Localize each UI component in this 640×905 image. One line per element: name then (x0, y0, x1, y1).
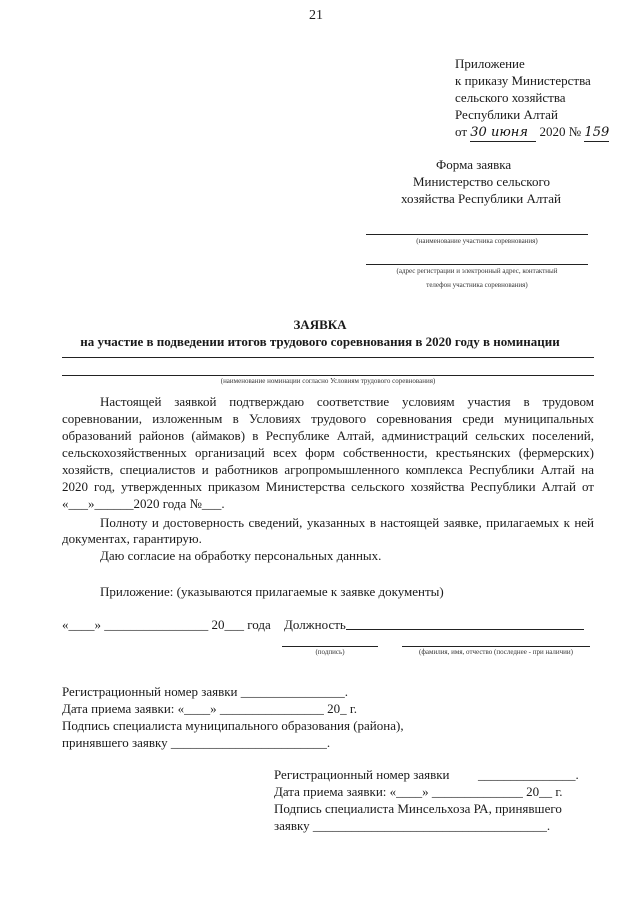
participant-name-hint: (наименование участника соревнования) (416, 237, 538, 245)
appendix-line-1: Приложение (455, 56, 525, 71)
nomination-hint: (наименование номинации согласно Условиям трудового соревнования) (220, 377, 436, 385)
position-label: Должность (284, 617, 346, 632)
ministry-reg-date: Дата приема заявки: «____» ______________ 20__ г. (274, 784, 563, 799)
ministry-sign-1: Подпись специалиста Минсельхоза РА, принявшего (274, 801, 562, 816)
fio-line (402, 646, 590, 647)
p1-last-line: «___»______2020 года №___. (62, 496, 225, 511)
muni-sign-2: принявшего заявку ________________________. (62, 735, 331, 750)
p3: Даю согласие на обработку персональных данных. (100, 548, 382, 563)
muni-sign-1: Подпись специалиста муниципального образования (района), (62, 718, 404, 733)
p1-line-5: хозяйств, специалистов и работников агропромышленного комплекса Республики Алтай на (62, 462, 594, 477)
attachment: Приложение: (указываются прилагаемые к заявке документы) (100, 584, 444, 599)
signature-date: «____» ________________ 20___ года (62, 617, 271, 632)
date-prefix: от (455, 124, 468, 139)
p2-line-1: Полноту и достоверность сведений, указанных в настоящей заявке, прилагаемых к ней (100, 515, 594, 530)
form-caption-2: Министерство сельского (413, 174, 550, 189)
ministry-reg-label: Регистрационный номер заявки (274, 767, 450, 782)
appendix-date-line (455, 124, 609, 142)
participant-address-hint: (адрес регистрации и электронный адрес, контактный (396, 267, 558, 275)
ministry-sign-2: заявку ____________________________________. (274, 818, 551, 833)
appendix-line-3: сельского хозяйства (455, 90, 566, 105)
p1-line-3: образований районов (аймаков) в Республике Алтай, администраций сельских поселений, (62, 428, 594, 443)
participant-address-line (366, 264, 588, 265)
handwritten-number: 159 (584, 125, 610, 140)
handwritten-date: 30 июня (470, 125, 536, 142)
signature-line (282, 646, 378, 647)
p1-line-2: соревновании, изложенным в Условиях трудового соревнования среди муниципальных (62, 411, 594, 426)
form-caption-3: хозяйства Республики Алтай (401, 191, 561, 206)
muni-reg-date: Дата приема заявки: «____» ________________ 20_ г. (62, 701, 358, 716)
title-sub: на участие в подведении итогов трудового соревнования в 2020 году в номинации (80, 334, 560, 349)
nomination-line-1 (62, 357, 594, 358)
ministry-reg-blank: _______________. (478, 767, 579, 782)
participant-phone-hint: телефон участника соревнования) (426, 281, 528, 289)
fio-hint: (фамилия, имя, отчество (последнее - при наличии) (419, 648, 573, 656)
muni-reg-number: Регистрационный номер заявки ________________. (62, 684, 349, 699)
title-main: ЗАЯВКА (293, 317, 347, 332)
form-caption-1: Форма заявка (436, 157, 512, 172)
page-number: 21 (309, 8, 323, 23)
position-line (346, 629, 584, 630)
nomination-line-2 (62, 375, 594, 376)
appendix-line-4: Республики Алтай (455, 107, 558, 122)
appendix-line-2: к приказу Министерства (455, 73, 591, 88)
participant-name-line (366, 234, 588, 235)
p2-line-2: документах, гарантирую. (62, 531, 202, 546)
p1-line-6: 2020 год, утвержденных приказом Министерства сельского хозяйства Республики Алтай от (62, 479, 594, 494)
date-year-no: 2020 № (539, 124, 582, 139)
signature-hint: (подпись) (315, 648, 345, 656)
p1-line-1: Настоящей заявкой подтверждаю соответствие условиям участия в трудовом (100, 394, 594, 409)
p1-line-4: сельскохозяйственных организаций всех форм собственности, крестьянских (фермерских) (62, 445, 594, 460)
